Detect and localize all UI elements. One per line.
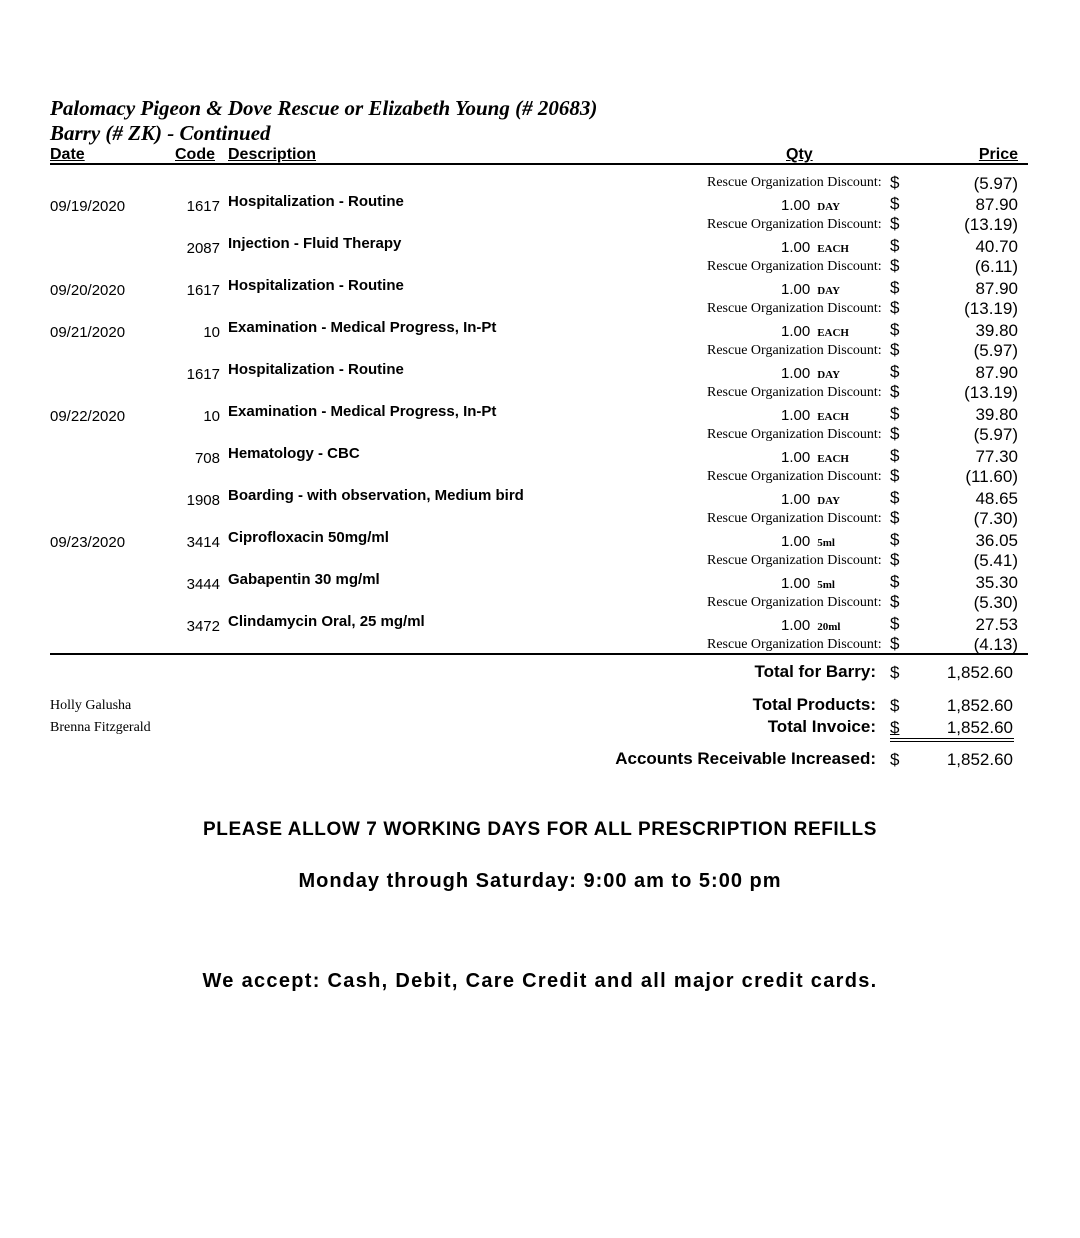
- item-qty-value: 1.00: [781, 491, 811, 508]
- currency-symbol: $: [890, 320, 900, 339]
- item-price: 39.80: [975, 405, 1018, 424]
- currency-symbol: $: [890, 214, 900, 233]
- discount-amount: (13.19): [964, 215, 1018, 234]
- item-qty-value: 1.00: [781, 617, 811, 634]
- discount-amount: (11.60): [965, 467, 1018, 486]
- item-code: 1617: [186, 198, 220, 215]
- column-header-code: Code: [175, 146, 215, 163]
- item-qty: [781, 365, 840, 382]
- currency-symbol: $: [890, 696, 900, 715]
- header-rule: [50, 163, 1028, 165]
- discount-label: Rescue Organization Discount:: [707, 427, 882, 442]
- item-date: 09/22/2020: [50, 408, 126, 425]
- item-price: 35.30: [975, 573, 1018, 592]
- item-qty: [781, 575, 835, 592]
- item-unit: DAY: [817, 285, 841, 297]
- currency-symbol: $: [890, 718, 900, 737]
- item-description: Hospitalization - Routine: [228, 361, 404, 378]
- item-code: 2087: [186, 240, 220, 257]
- column-header-price: Price: [978, 146, 1018, 163]
- item-description: Boarding - with observation, Medium bird: [228, 487, 524, 504]
- currency-symbol: $: [890, 256, 900, 275]
- currency-symbol: $: [890, 446, 900, 465]
- accounts-receivable-value: 1,852.60: [946, 750, 1013, 769]
- item-code: 708: [194, 450, 220, 467]
- currency-symbol: $: [890, 530, 900, 549]
- item-code: 1617: [186, 366, 220, 383]
- item-qty: [781, 491, 840, 508]
- total-for-value: 1,852.60: [946, 663, 1013, 682]
- currency-symbol: $: [890, 236, 900, 255]
- item-code: 1617: [186, 282, 220, 299]
- item-price: 87.90: [975, 279, 1018, 298]
- column-header-date: Date: [50, 146, 85, 163]
- item-code: 3444: [186, 576, 220, 593]
- currency-symbol: $: [890, 362, 900, 381]
- item-price: 36.05: [975, 531, 1018, 550]
- discount-amount: (5.30): [973, 593, 1018, 612]
- item-qty: [781, 449, 849, 466]
- item-unit: 5ml: [817, 579, 835, 591]
- currency-symbol: $: [890, 663, 900, 682]
- item-description: Clindamycin Oral, 25 mg/ml: [228, 613, 425, 630]
- double-underline: [890, 741, 1014, 742]
- currency-symbol: $: [890, 424, 900, 443]
- item-code: 10: [203, 408, 220, 425]
- discount-label: Rescue Organization Discount:: [707, 385, 882, 400]
- currency-symbol: $: [890, 750, 900, 769]
- discount-label: Rescue Organization Discount:: [707, 595, 882, 610]
- hours-notice: Monday through Saturday: 9:00 am to 5:00 pm: [298, 870, 782, 892]
- item-date: 09/21/2020: [50, 324, 126, 341]
- item-code: 10: [203, 324, 220, 341]
- currency-symbol: $: [890, 634, 900, 653]
- total-products-label: Total Products:: [752, 695, 876, 714]
- currency-symbol: $: [890, 298, 900, 317]
- item-code: 1908: [186, 492, 220, 509]
- item-price: 87.90: [975, 363, 1018, 382]
- item-description: Hematology - CBC: [228, 445, 360, 462]
- discount-label: Rescue Organization Discount:: [707, 511, 882, 526]
- column-header-description: Description: [228, 146, 317, 163]
- item-unit: DAY: [817, 495, 841, 507]
- item-qty: [781, 239, 849, 256]
- item-description: Examination - Medical Progress, In-Pt: [228, 403, 497, 420]
- refill-notice: PLEASE ALLOW 7 WORKING DAYS FOR ALL PRESCRIPTION REFILLS: [202, 819, 877, 840]
- discount-amount: (13.19): [964, 299, 1018, 318]
- item-qty-value: 1.00: [781, 281, 811, 298]
- discount-amount: (5.41): [973, 551, 1018, 570]
- currency-symbol: $: [890, 550, 900, 569]
- discount-amount: (5.97): [973, 174, 1018, 193]
- item-price: 39.80: [975, 321, 1018, 340]
- item-date: 09/20/2020: [50, 282, 126, 299]
- discount-label: Rescue Organization Discount:: [707, 553, 882, 568]
- item-code: 3414: [186, 534, 220, 551]
- item-description: Gabapentin 30 mg/ml: [228, 571, 380, 588]
- totals-rule: [50, 653, 1028, 655]
- item-qty: [781, 407, 849, 424]
- item-qty-value: 1.00: [781, 449, 811, 466]
- currency-symbol: $: [890, 488, 900, 507]
- clinic-client-title: Palomacy Pigeon & Dove Rescue or Elizabeth Young (# 20683): [50, 96, 598, 120]
- discount-amount: (13.19): [964, 383, 1018, 402]
- item-description: Injection - Fluid Therapy: [228, 235, 402, 252]
- item-price: 87.90: [975, 195, 1018, 214]
- currency-symbol: $: [890, 466, 900, 485]
- item-price: 77.30: [975, 447, 1018, 466]
- item-qty-value: 1.00: [781, 575, 811, 592]
- item-qty-value: 1.00: [781, 407, 811, 424]
- double-underline: [890, 738, 1014, 739]
- currency-symbol: $: [890, 340, 900, 359]
- item-price: 40.70: [975, 237, 1018, 256]
- discount-label: Rescue Organization Discount:: [707, 259, 882, 274]
- item-date: 09/23/2020: [50, 534, 126, 551]
- currency-symbol: $: [890, 194, 900, 213]
- item-qty-value: 1.00: [781, 533, 811, 550]
- staff-name: Brenna Fitzgerald: [50, 720, 151, 735]
- item-unit: DAY: [817, 201, 841, 213]
- discount-label: Rescue Organization Discount:: [707, 469, 882, 484]
- item-description: Hospitalization - Routine: [228, 193, 404, 210]
- item-description: Ciprofloxacin 50mg/ml: [228, 529, 389, 546]
- discount-amount: (7.30): [973, 509, 1018, 528]
- item-qty: [781, 323, 849, 340]
- column-header-qty: Qty: [786, 146, 813, 163]
- item-unit: EACH: [817, 243, 849, 255]
- discount-label: Rescue Organization Discount:: [707, 637, 882, 652]
- total-for-label: Total for Barry:: [754, 662, 876, 681]
- currency-symbol: $: [890, 404, 900, 423]
- discount-amount: (4.13): [973, 635, 1018, 654]
- item-price: 27.53: [975, 615, 1018, 634]
- staff-name: Holly Galusha: [50, 698, 132, 713]
- discount-label: Rescue Organization Discount:: [707, 217, 882, 232]
- item-unit: EACH: [817, 327, 849, 339]
- item-unit: DAY: [817, 369, 841, 381]
- discount-amount: (5.97): [973, 341, 1018, 360]
- item-price: 48.65: [975, 489, 1018, 508]
- patient-title: Barry (# ZK) - Continued: [50, 121, 271, 145]
- currency-symbol: $: [890, 614, 900, 633]
- item-description: Hospitalization - Routine: [228, 277, 404, 294]
- discount-label: Rescue Organization Discount:: [707, 343, 882, 358]
- currency-symbol: $: [890, 572, 900, 591]
- item-qty: [781, 533, 835, 550]
- item-qty-value: 1.00: [781, 197, 811, 214]
- item-unit: 5ml: [817, 537, 835, 549]
- currency-symbol: $: [890, 173, 900, 192]
- item-unit: EACH: [817, 411, 849, 423]
- item-qty-value: 1.00: [781, 239, 811, 256]
- item-date: 09/19/2020: [50, 198, 126, 215]
- discount-label: Rescue Organization Discount:: [707, 301, 882, 316]
- currency-symbol: $: [890, 278, 900, 297]
- discount-amount: (6.11): [974, 257, 1018, 276]
- total-invoice-label: Total Invoice:: [767, 717, 876, 736]
- item-description: Examination - Medical Progress, In-Pt: [228, 319, 497, 336]
- item-qty: [781, 617, 840, 634]
- item-qty-value: 1.00: [781, 323, 811, 340]
- item-qty: [781, 197, 840, 214]
- payment-notice: We accept: Cash, Debit, Care Credit and all major credit cards.: [202, 970, 878, 992]
- currency-symbol: $: [890, 382, 900, 401]
- item-qty-value: 1.00: [781, 365, 811, 382]
- currency-symbol: $: [890, 592, 900, 611]
- item-code: 3472: [186, 618, 220, 635]
- currency-symbol: $: [890, 508, 900, 527]
- total-invoice-value: 1,852.60: [946, 718, 1013, 737]
- discount-label: Rescue Organization Discount:: [707, 175, 882, 190]
- item-unit: EACH: [817, 453, 849, 465]
- item-qty: [781, 281, 840, 298]
- discount-amount: (5.97): [973, 425, 1018, 444]
- total-products-value: 1,852.60: [946, 696, 1013, 715]
- item-unit: 20ml: [817, 621, 841, 633]
- accounts-receivable-label: Accounts Receivable Increased:: [615, 749, 876, 768]
